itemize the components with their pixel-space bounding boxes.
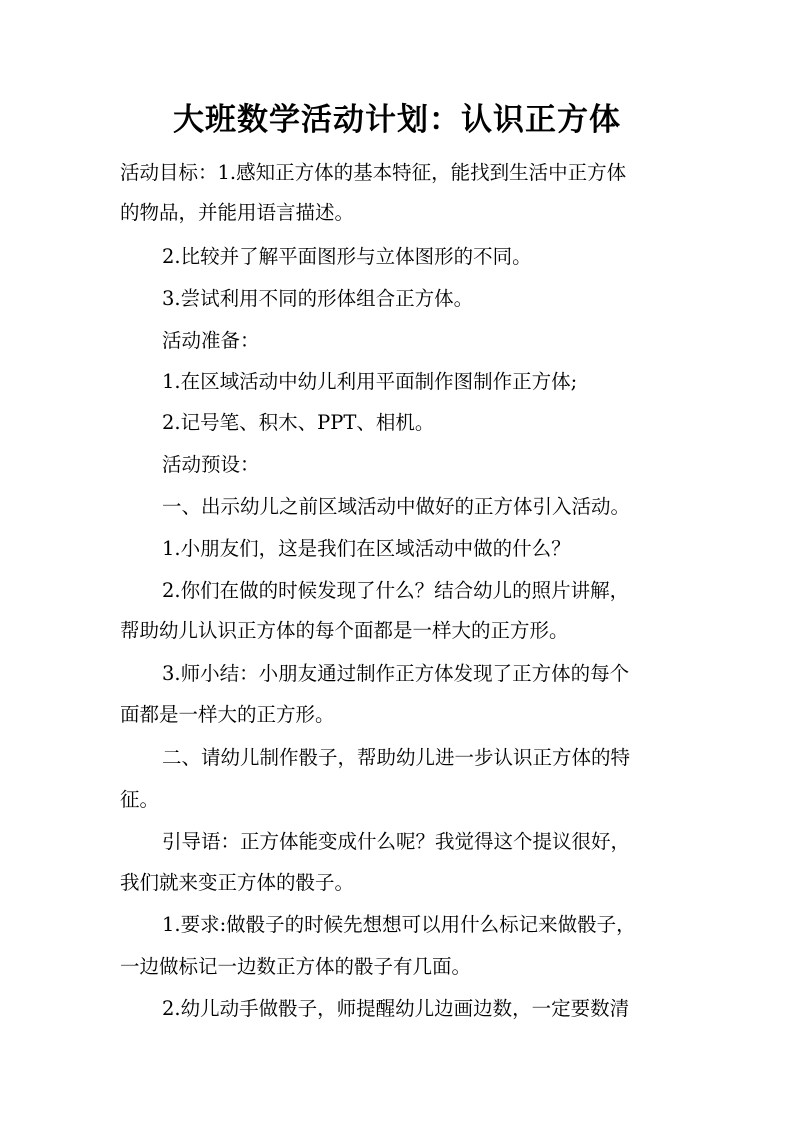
paragraph-line: 我们就来变正方体的骰子。 [120,871,355,894]
paragraph-line: 面都是一样大的正方形。 [120,703,335,726]
paragraph-line: 活动准备： [162,329,260,352]
paragraph-line: 2.幼儿动手做骰子，师提醒幼儿边画边数，一定要数清 [162,997,630,1020]
paragraph-line: 二、请幼儿制作骰子，帮助幼儿进一步认识正方体的特 [162,746,631,769]
paragraph-line: 帮助幼儿认识正方体的每个面都是一样大的正方形。 [120,619,569,642]
paragraph-line: 1.要求:做骰子的时候先想想可以用什么标记来做骰子， [162,913,636,936]
paragraph-line: 1.小朋友们，这是我们在区域活动中做的什么？ [162,537,571,560]
paragraph-line: 2.比较并了解平面图形与立体图形的不同。 [162,245,532,268]
paragraph-line: 征。 [120,788,160,811]
document-title: 大班数学活动计划：认识正方体 [173,102,621,138]
paragraph-line: 3.师小结：小朋友通过制作正方体发现了正方体的每个 [162,662,630,685]
paragraph-line: 活动预设： [162,453,260,476]
paragraph-line: 1.在区域活动中幼儿利用平面制作图制作正方体; [162,370,578,393]
paragraph-line: 2.记号笔、积木、PPT、相机。 [162,411,435,434]
paragraph-line: 引导语：正方体能变成什么呢？我觉得这个提议很好， [162,830,631,853]
paragraph-line: 活动目标：1.感知正方体的基本特征，能找到生活中正方体 [120,161,627,184]
paragraph-line: 的物品，并能用语言描述。 [120,201,355,224]
paragraph-line: 2.你们在做的时候发现了什么？结合幼儿的照片讲解， [162,579,630,602]
paragraph-line: 一边做标记一边数正方体的骰子有几面。 [120,955,472,978]
paragraph-line: 3.尝试利用不同的形体组合正方体。 [162,287,474,310]
paragraph-line: 一、出示幼儿之前区域活动中做好的正方体引入活动。 [162,495,631,518]
